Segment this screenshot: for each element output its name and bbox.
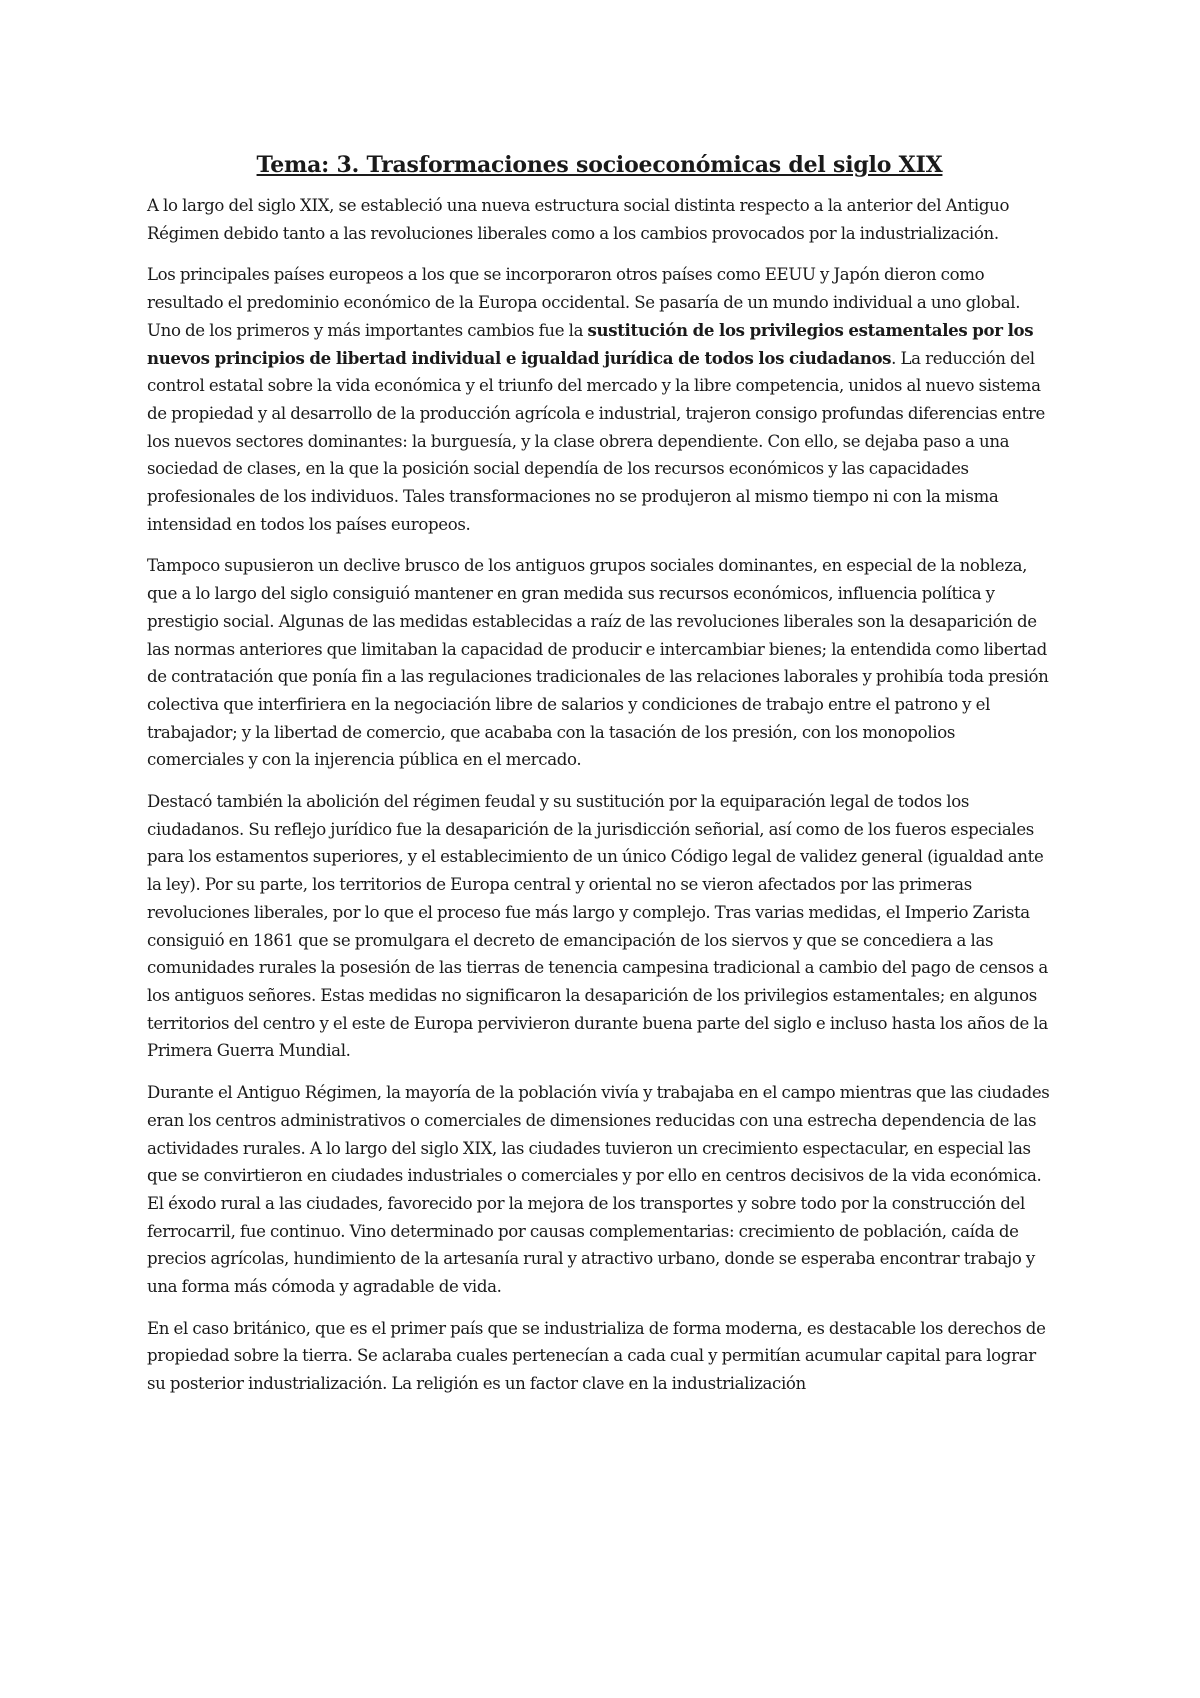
paragraph-2-highlight: sustitución de los privilegios estamentales por los nuevos principios de libertad individual e igualdad jurídica de todos los ciudadanos [147,319,1034,368]
document-title: Tema: 3. Trasformaciones socioeconómicas del siglo XIX [256,152,943,178]
paragraph-4: Destacó también la abolición del régimen feudal y su sustitución por la equiparación legal de todos los ciudadanos. Su reflejo jurídico fue la desaparición de la jurisdicción señorial, así como de los fueros especiales para los estamentos superiores, y el establecimiento de un único Código legal de validez general (igualdad ante la ley). Por su parte, los territorios de Europa central y oriental no se vieron afectados por las primeras revoluciones liberales, por lo que el proceso fue más largo y complejo. Tras varias medidas, el Imperio Zarista consiguió en 1861 que se promulgara el decreto de emancipación de los siervos y que se concediera a las comunidades rurales la posesión de las tierras de tenencia campesina tradicional a cambio del pago de censos a los antiguos señores. Estas medidas no significaron la desaparición de los privilegios estamentales; en algunos territorios del centro y el este de Europa pervivieron durante buena parte del siglo e incluso hasta los años de la Primera Guerra Mundial. [147,792,1048,1061]
paragraph-2 [147,261,1052,538]
paragraph-2-rest: . La reducción del control estatal sobre la vida económica y el triunfo del mercado y la libre competencia, unidos al nuevo sistema de propiedad y al desarrollo de la producción agrícola e industrial, trajeron consigo profundas diferencias entre los nuevos sectores dominantes: la burguesía, y la clase obrera dependiente. Con ello, se dejaba paso a una sociedad de clases, en la que la posición social dependía de los recursos económicos y las capacidades profesionales de los individuos. Tales transformaciones no se produjeron al mismo tiempo ni con la misma intensidad en todos los países europeos. [147,348,1045,534]
paragraph-2-intro: Los principales países europeos a los que se incorporaron otros países como EEUU y Japón dieron como resultado el predominio económico de la Europa occidental. Se pasaría de un mundo individual a uno global. Uno de los primeros y más importantes cambios fue la [147,265,1021,340]
paragraph-5: Durante el Antiguo Régimen, la mayoría de la población vivía y trabajaba en el campo mientras que las ciudades eran los centros administrativos o comerciales de dimensiones reducidas con una estrecha dependencia de las actividades rurales. A lo largo del siglo XIX, las ciudades tuvieron un crecimiento espectacular, en especial las que se convirtieron en ciudades industriales o comerciales y por ello en centros decisivos de la vida económica. El éxodo rural a las ciudades, favorecido por la mejora de los transportes y sobre todo por la construcción del ferrocarril, fue continuo. Vino determinado por causas complementarias: crecimiento de población, caída de precios agrícolas, hundimiento de la artesanía rural y atractivo urbano, donde se esperaba encontrar trabajo y una forma más cómoda y agradable de vida. [147,1083,1050,1297]
paragraph-3: Tampoco supusieron un declive brusco de los antiguos grupos sociales dominantes, en especial de la nobleza, que a lo largo del siglo consiguió mantener en gran medida sus recursos económicos, influencia política y prestigio social. Algunas de las medidas establecidas a raíz de las revoluciones liberales son la desaparición de las normas anteriores que limitaban la capacidad de producir e intercambiar bienes; la entendida como libertad de contratación que ponía fin a las regulaciones tradicionales de las relaciones laborales y prohibía toda presión colectiva que interfiriera en la negociación libre de salarios y condiciones de trabajo entre el patrono y el trabajador; y la libertad de comercio, que acababa con la tasación de los presión, con los monopolios comerciales y con la injerencia pública en el mercado. [147,556,1049,770]
paragraph-1: A lo largo del siglo XIX, se estableció una nueva estructura social distinta respecto a la anterior del Antiguo Régimen debido tanto a las revoluciones liberales como a los cambios provocados por la industrialización. [147,196,1010,243]
paragraph-6: En el caso británico, que es el primer país que se industrializa de forma moderna, es destacable los derechos de propiedad sobre la tierra. Se aclaraba cuales pertenecían a cada cual y permitían acumular capital para lograr su posterior industrialización. La religión es un factor clave en la industrialización [147,1318,1046,1394]
